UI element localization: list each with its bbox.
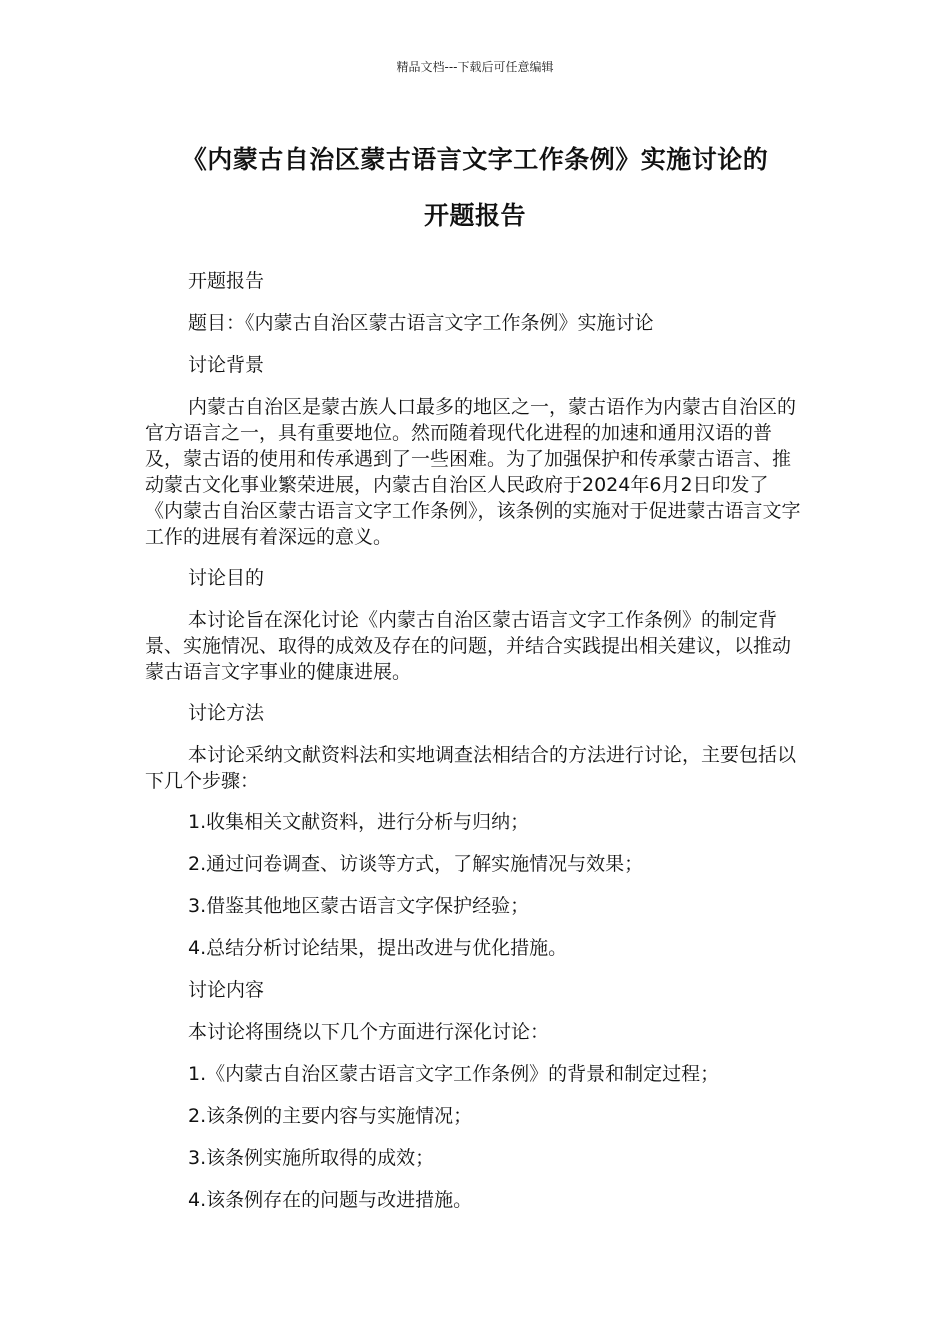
header-note: 精品文档---下载后可任意编辑 [396, 60, 554, 74]
title-line-1: 《内蒙古自治区蒙古语言文字工作条例》实施讨论的 [181, 145, 769, 174]
method-step: 1.收集相关文献资料，进行分析与归纳； [188, 811, 530, 833]
method-heading: 讨论方法 [188, 702, 265, 724]
document-title [100, 132, 850, 244]
method-paragraph: 本讨论采纳文献资料法和实地调查法相结合的方法进行讨论，主要包括以下几个步骤： [145, 744, 797, 792]
background-heading: 讨论背景 [188, 354, 265, 376]
content-item: 1.《内蒙古自治区蒙古语言文字工作条例》的背景和制定过程； [188, 1063, 720, 1085]
content-heading: 讨论内容 [188, 979, 265, 1001]
report-label: 开题报告 [188, 270, 265, 292]
title-line-2: 开题报告 [423, 201, 526, 230]
method-step: 3.借鉴其他地区蒙古语言文字保护经验； [188, 895, 530, 917]
content-intro: 本讨论将围绕以下几个方面进行深化讨论： [188, 1021, 550, 1043]
background-paragraph: 内蒙古自治区是蒙古族人口最多的地区之一，蒙古语作为内蒙古自治区的官方语言之一，具有重要地位。然而随着现代化进程的加速和通用汉语的普及，蒙古语的使用和传承遇到了一些困难。为了加强保护和传承蒙古语言、推动蒙古文化事业繁荣进展，内蒙古自治区人民政府于2024年6月2日印发了《内蒙古自治区蒙古语言文字工作条例》，该条例的实施对于促进蒙古语言文字工作的进展有着深远的意义。 [145, 396, 801, 548]
method-step: 2.通过问卷调查、访谈等方式，了解实施情况与效果； [188, 853, 644, 875]
purpose-heading: 讨论目的 [188, 567, 265, 589]
topic-line: 题目：《内蒙古自治区蒙古语言文字工作条例》实施讨论 [188, 312, 654, 334]
content-item: 3.该条例实施所取得的成效； [188, 1147, 435, 1169]
content-item: 4.该条例存在的问题与改进措施。 [188, 1189, 473, 1211]
document-body [145, 268, 805, 1229]
method-step: 4.总结分析讨论结果，提出改进与优化措施。 [188, 937, 568, 959]
content-item: 2.该条例的主要内容与实施情况； [188, 1105, 473, 1127]
purpose-paragraph: 本讨论旨在深化讨论《内蒙古自治区蒙古语言文字工作条例》的制定背景、实施情况、取得的成效及存在的问题，并结合实践提出相关建议，以推动蒙古语言文字事业的健康进展。 [145, 609, 792, 683]
